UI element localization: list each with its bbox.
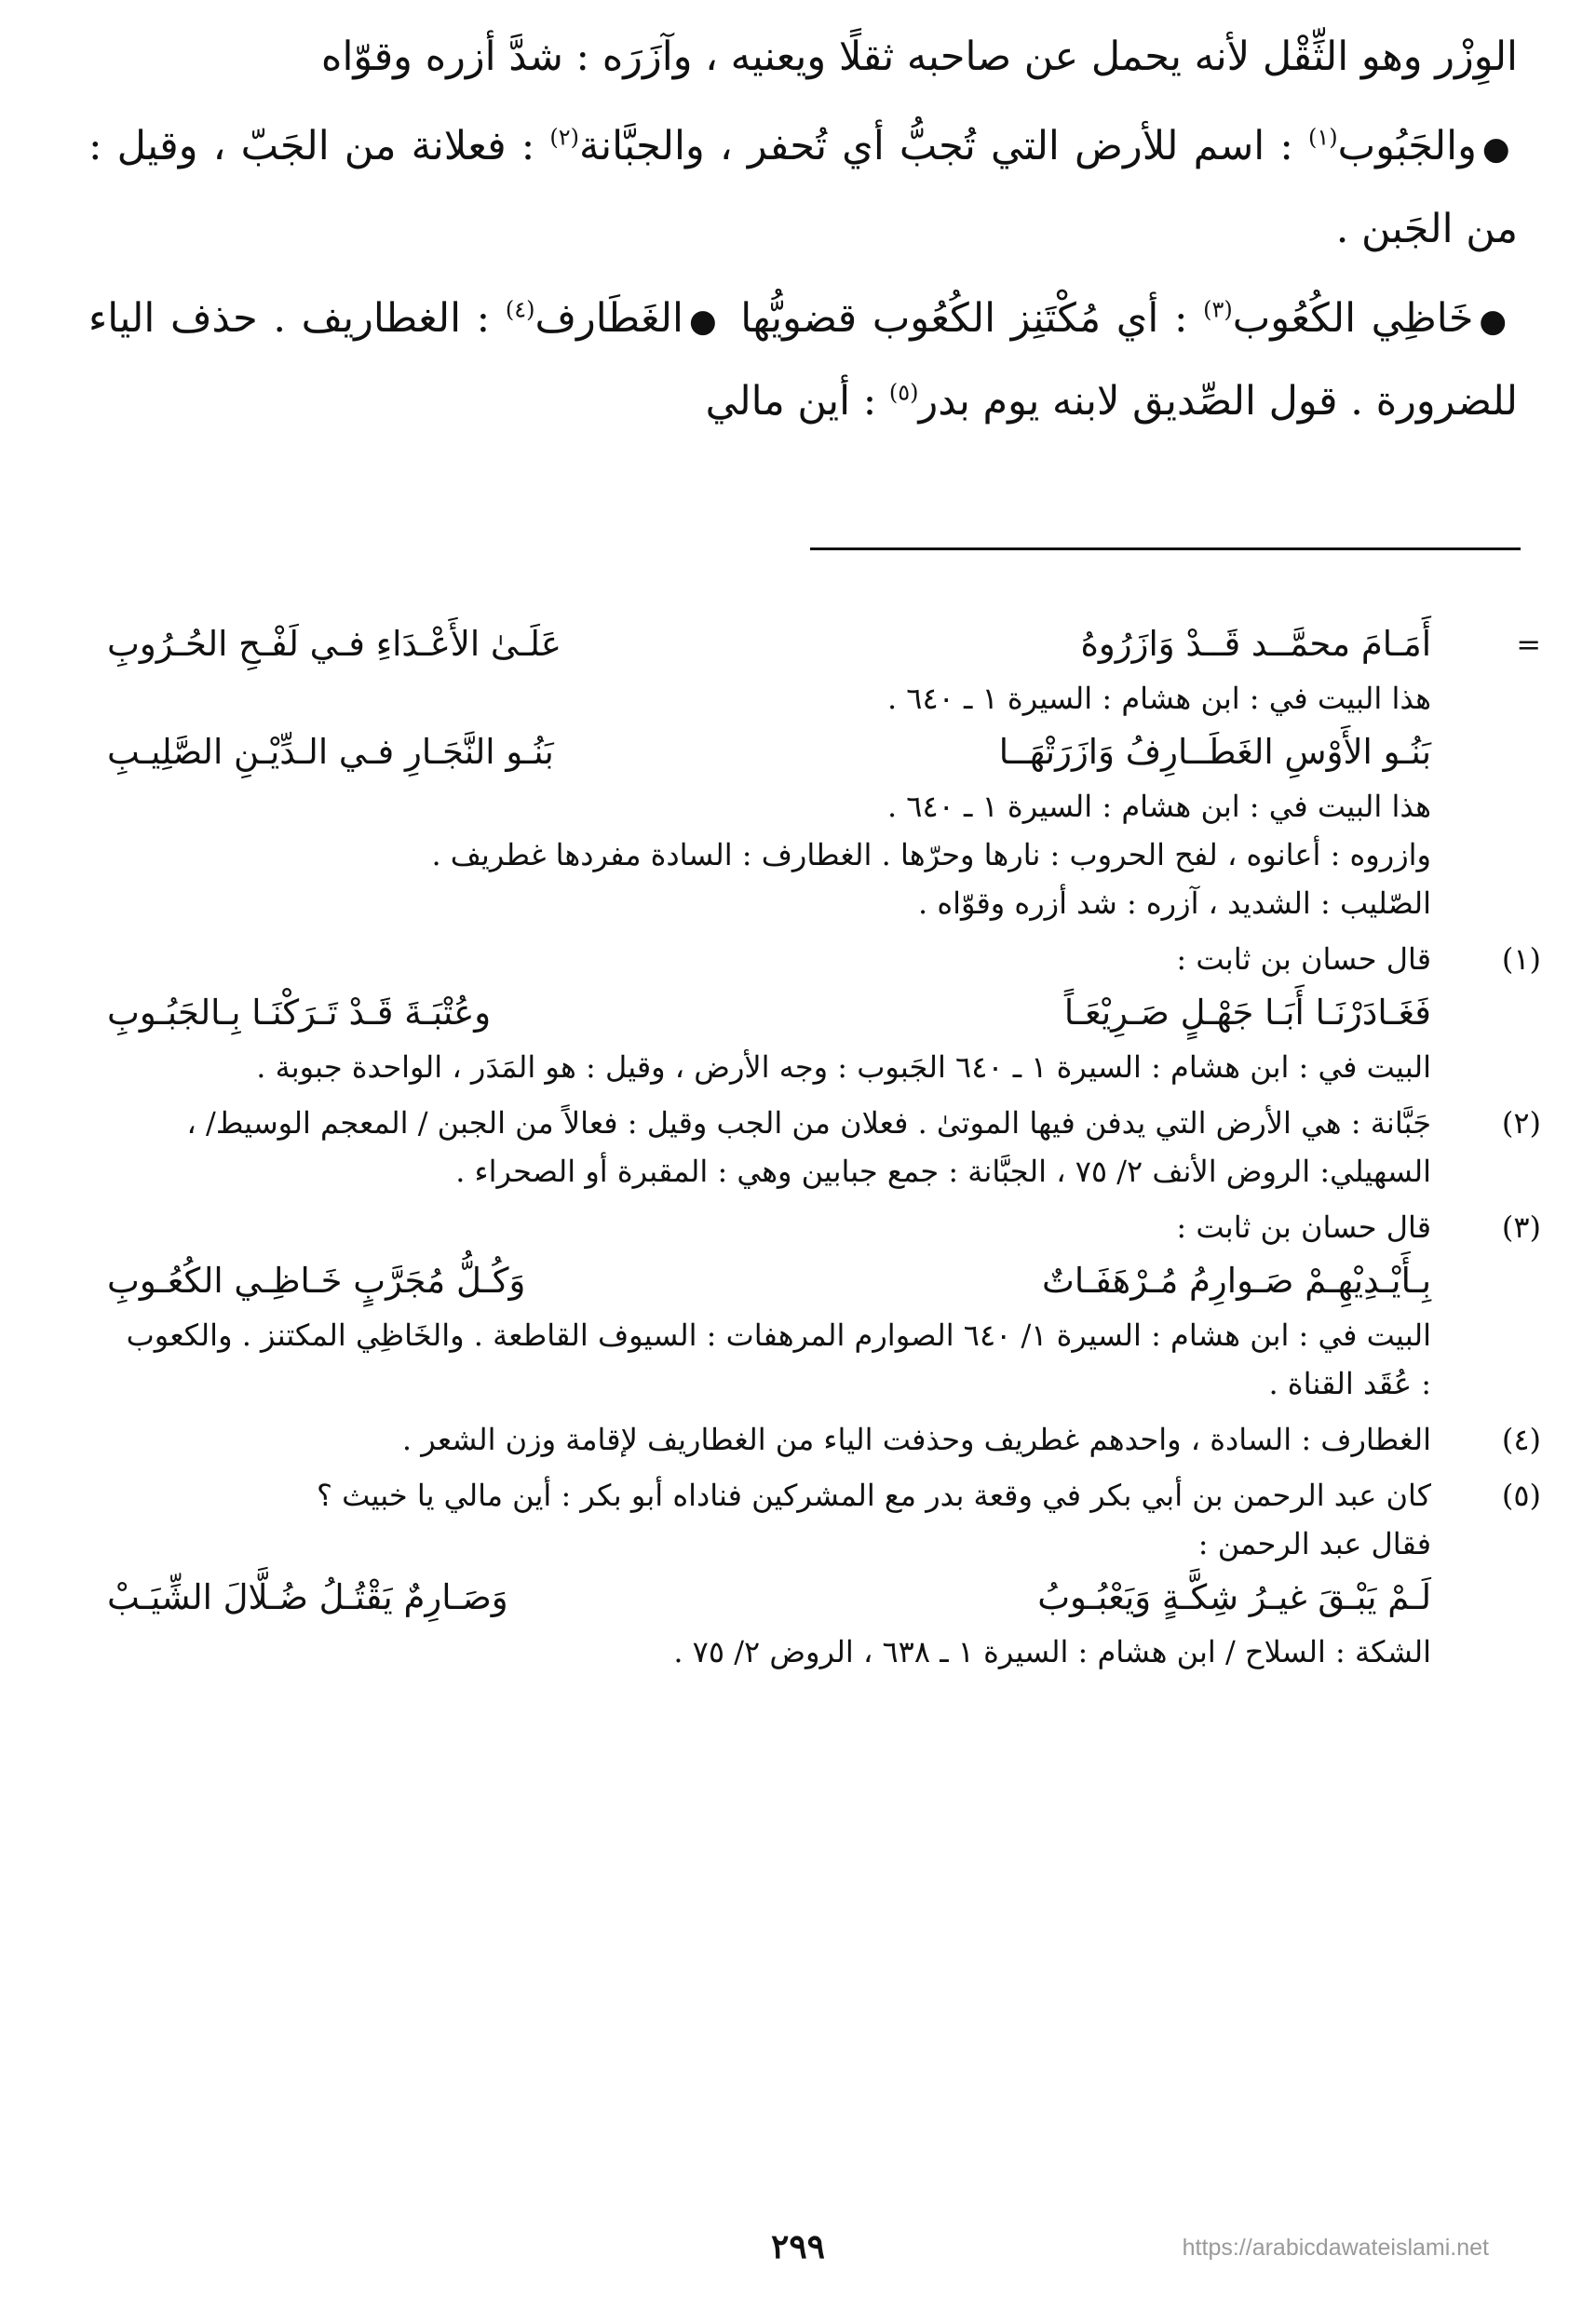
footnote-intro: قال حسان بن ثابت : [1176, 941, 1431, 977]
footnote-text: البيت في : ابن هشام : السيرة ١ ـ ٦٤٠ الجَبوب : وجه الأرض ، وقيل : هو المَدَر ، الواحدة جبوبة . [256, 1049, 1431, 1085]
footnote-intro: قال حسان بن ثابت : [1176, 1209, 1431, 1245]
footnote-ref-3[interactable]: (٣) [1203, 296, 1233, 323]
footnotes [107, 615, 1541, 1676]
footnote-number: (٢) [1501, 1105, 1541, 1141]
verse-first-hemistich: بِـأَيْـدِيْهِـمْ صَـوارِمُ مُـرْهَفَـاتٌ [1042, 1261, 1431, 1301]
footnote-2 [107, 1099, 1541, 1196]
footnote-ref-5[interactable]: (٥) [888, 379, 919, 406]
verse-first-hemistich: لَـمْ يَبْـقَ غيـرُ شِكَّـةٍ وَيَعْبُـوبُ [1037, 1577, 1431, 1617]
footnote-4 [107, 1415, 1541, 1464]
verse-first-hemistich: بَنُـو الأَوْسِ الغَطَــارِفُ وَازَرَتْهَــا [998, 732, 1431, 772]
footnote-text: كان عبد الرحمن بن أبي بكر في وقعة بدر مع المشركين فناداه أبو بكر : أين مالي يا خبيث ؟ [316, 1478, 1431, 1513]
main-text [88, 17, 1518, 441]
footnote-5 [107, 1471, 1541, 1676]
footnote-number: (١) [1501, 941, 1541, 977]
main-paragraph-3: ●خَاظِي الكُعُوب$^{(٣)}$ : أي مُكْتَنِز الكُعُوب قضويُّها ●الغَطَارف$^{(٤)}$ : الغطاريف . حذف الياء للضرورة . قول الصِّديق لابنه يوم بدر$^{(٥)}$ : أين مالي [88, 295, 1518, 425]
footnote-text: البيت في : ابن هشام : السيرة ١/ ٦٤٠ الصوارم المرهفات : السيوف القاطعة . والخَاظِي المكتنز . والكعوب : عُقَد القناة . [126, 1317, 1431, 1401]
continuation-mark: = [1516, 627, 1541, 662]
footnote-text: فقال عبد الرحمن : [1197, 1526, 1431, 1561]
verse-source: هذا البيت في : ابن هشام : السيرة ١ ـ ٦٤٠ . [886, 789, 1431, 824]
verse-second-hemistich: بَنُـو النَّجَـارِ فـي الـدِّيْـنِ الصَّلِيـبِ [107, 732, 554, 772]
watermark-url: https://arabicdawateislami.net [1182, 2235, 1489, 2261]
footnote-3 [107, 1203, 1541, 1408]
verse-source: هذا البيت في : ابن هشام : السيرة ١ ـ ٦٤٠ . [886, 681, 1431, 716]
footnote-separator [810, 547, 1521, 550]
verse-source: الشكة : السلاح / ابن هشام : السيرة ١ ـ ٦٣٨ ، الروض ٢/ ٧٥ . [673, 1634, 1431, 1669]
bullet-icon: ● [688, 303, 720, 340]
gloss: الصّليب : الشديد ، آزره : شد أزره وقوّاه . [917, 885, 1431, 921]
gloss: وازروه : أعانوه ، لفح الحروب : نارها وحرّها . الغطارف : السادة مفردها غطريف . [431, 837, 1431, 872]
bullet-icon: ● [1481, 130, 1513, 168]
verse [107, 985, 1431, 1041]
verse-first-hemistich: أَمَـامَ محمَّــد قَــدْ وَازَرُوهُ [1080, 624, 1431, 664]
verse [107, 1253, 1431, 1309]
continued-footnote [107, 616, 1541, 927]
footnote-number: (٣) [1501, 1209, 1541, 1245]
footnote-text: الغطارف : السادة ، واحدهم غطريف وحذفت الياء من الغطاريف لإقامة وزن الشعر . [401, 1422, 1431, 1457]
verse-second-hemistich: وَكُـلُّ مُجَرَّبٍ خَـاظِـي الكُعُـوبِ [107, 1261, 526, 1301]
footnote-number: (٤) [1501, 1422, 1541, 1457]
footnote-ref-2[interactable]: (٢) [549, 124, 580, 151]
footnote-ref-4[interactable]: (٤) [505, 296, 535, 323]
verse-second-hemistich: عَلَـىٰ الأَعْـدَاءِ فـي لَفْـحِ الحُـرُوبِ [107, 624, 561, 664]
verse [107, 1570, 1431, 1626]
main-paragraph-2: ●والجَبُوب$^{(١)}$ : اسم للأرض التي تُجبُّ أي تُحفر ، والجبَّانة$^{(٢)}$ : فعلانة من الجَبّ ، وقيل : من الجَبن . [88, 123, 1518, 252]
main-paragraph-1: الوِزْر وهو الثِّقْل لأنه يحمل عن صاحبه ثقلًا ويعنيه ، وآزَرَه : شدَّ أزره وقوّاه [320, 34, 1518, 80]
footnote-number: (٥) [1501, 1478, 1541, 1513]
verse-first-hemistich: فَغَـادَرْنَـا أَبَـا جَهْـلٍ صَـرِيْعَـاً [1063, 993, 1431, 1033]
footnote-1 [107, 935, 1541, 1091]
verse [107, 616, 1431, 672]
bullet-icon: ● [1479, 303, 1510, 340]
footnote-text: جَبَّانة : هي الأرض التي يدفن فيها الموتىٰ . فعلان من الجب وقيل : فعالاً من الجبن / المعجم الوسيط/ ، السهيلي: الروض الأنف ٢/ ٧٥ ، الجبَّانة : جمع جبابين وهي : المقبرة أو الصحراء . [186, 1105, 1431, 1189]
verse-second-hemistich: وعُتْبَـةَ قَـدْ تَـرَكْنَـا بِـالجَبُـوبِ [107, 993, 492, 1033]
verse-second-hemistich: وَصَـارِمٌ يَقْتُـلُ ضُـلَّالَ الشِّيَـبْ [107, 1577, 508, 1617]
footnote-ref-1[interactable]: (١) [1307, 124, 1338, 151]
verse [107, 724, 1431, 780]
page-number: ٢٩٩ [770, 2227, 825, 2266]
